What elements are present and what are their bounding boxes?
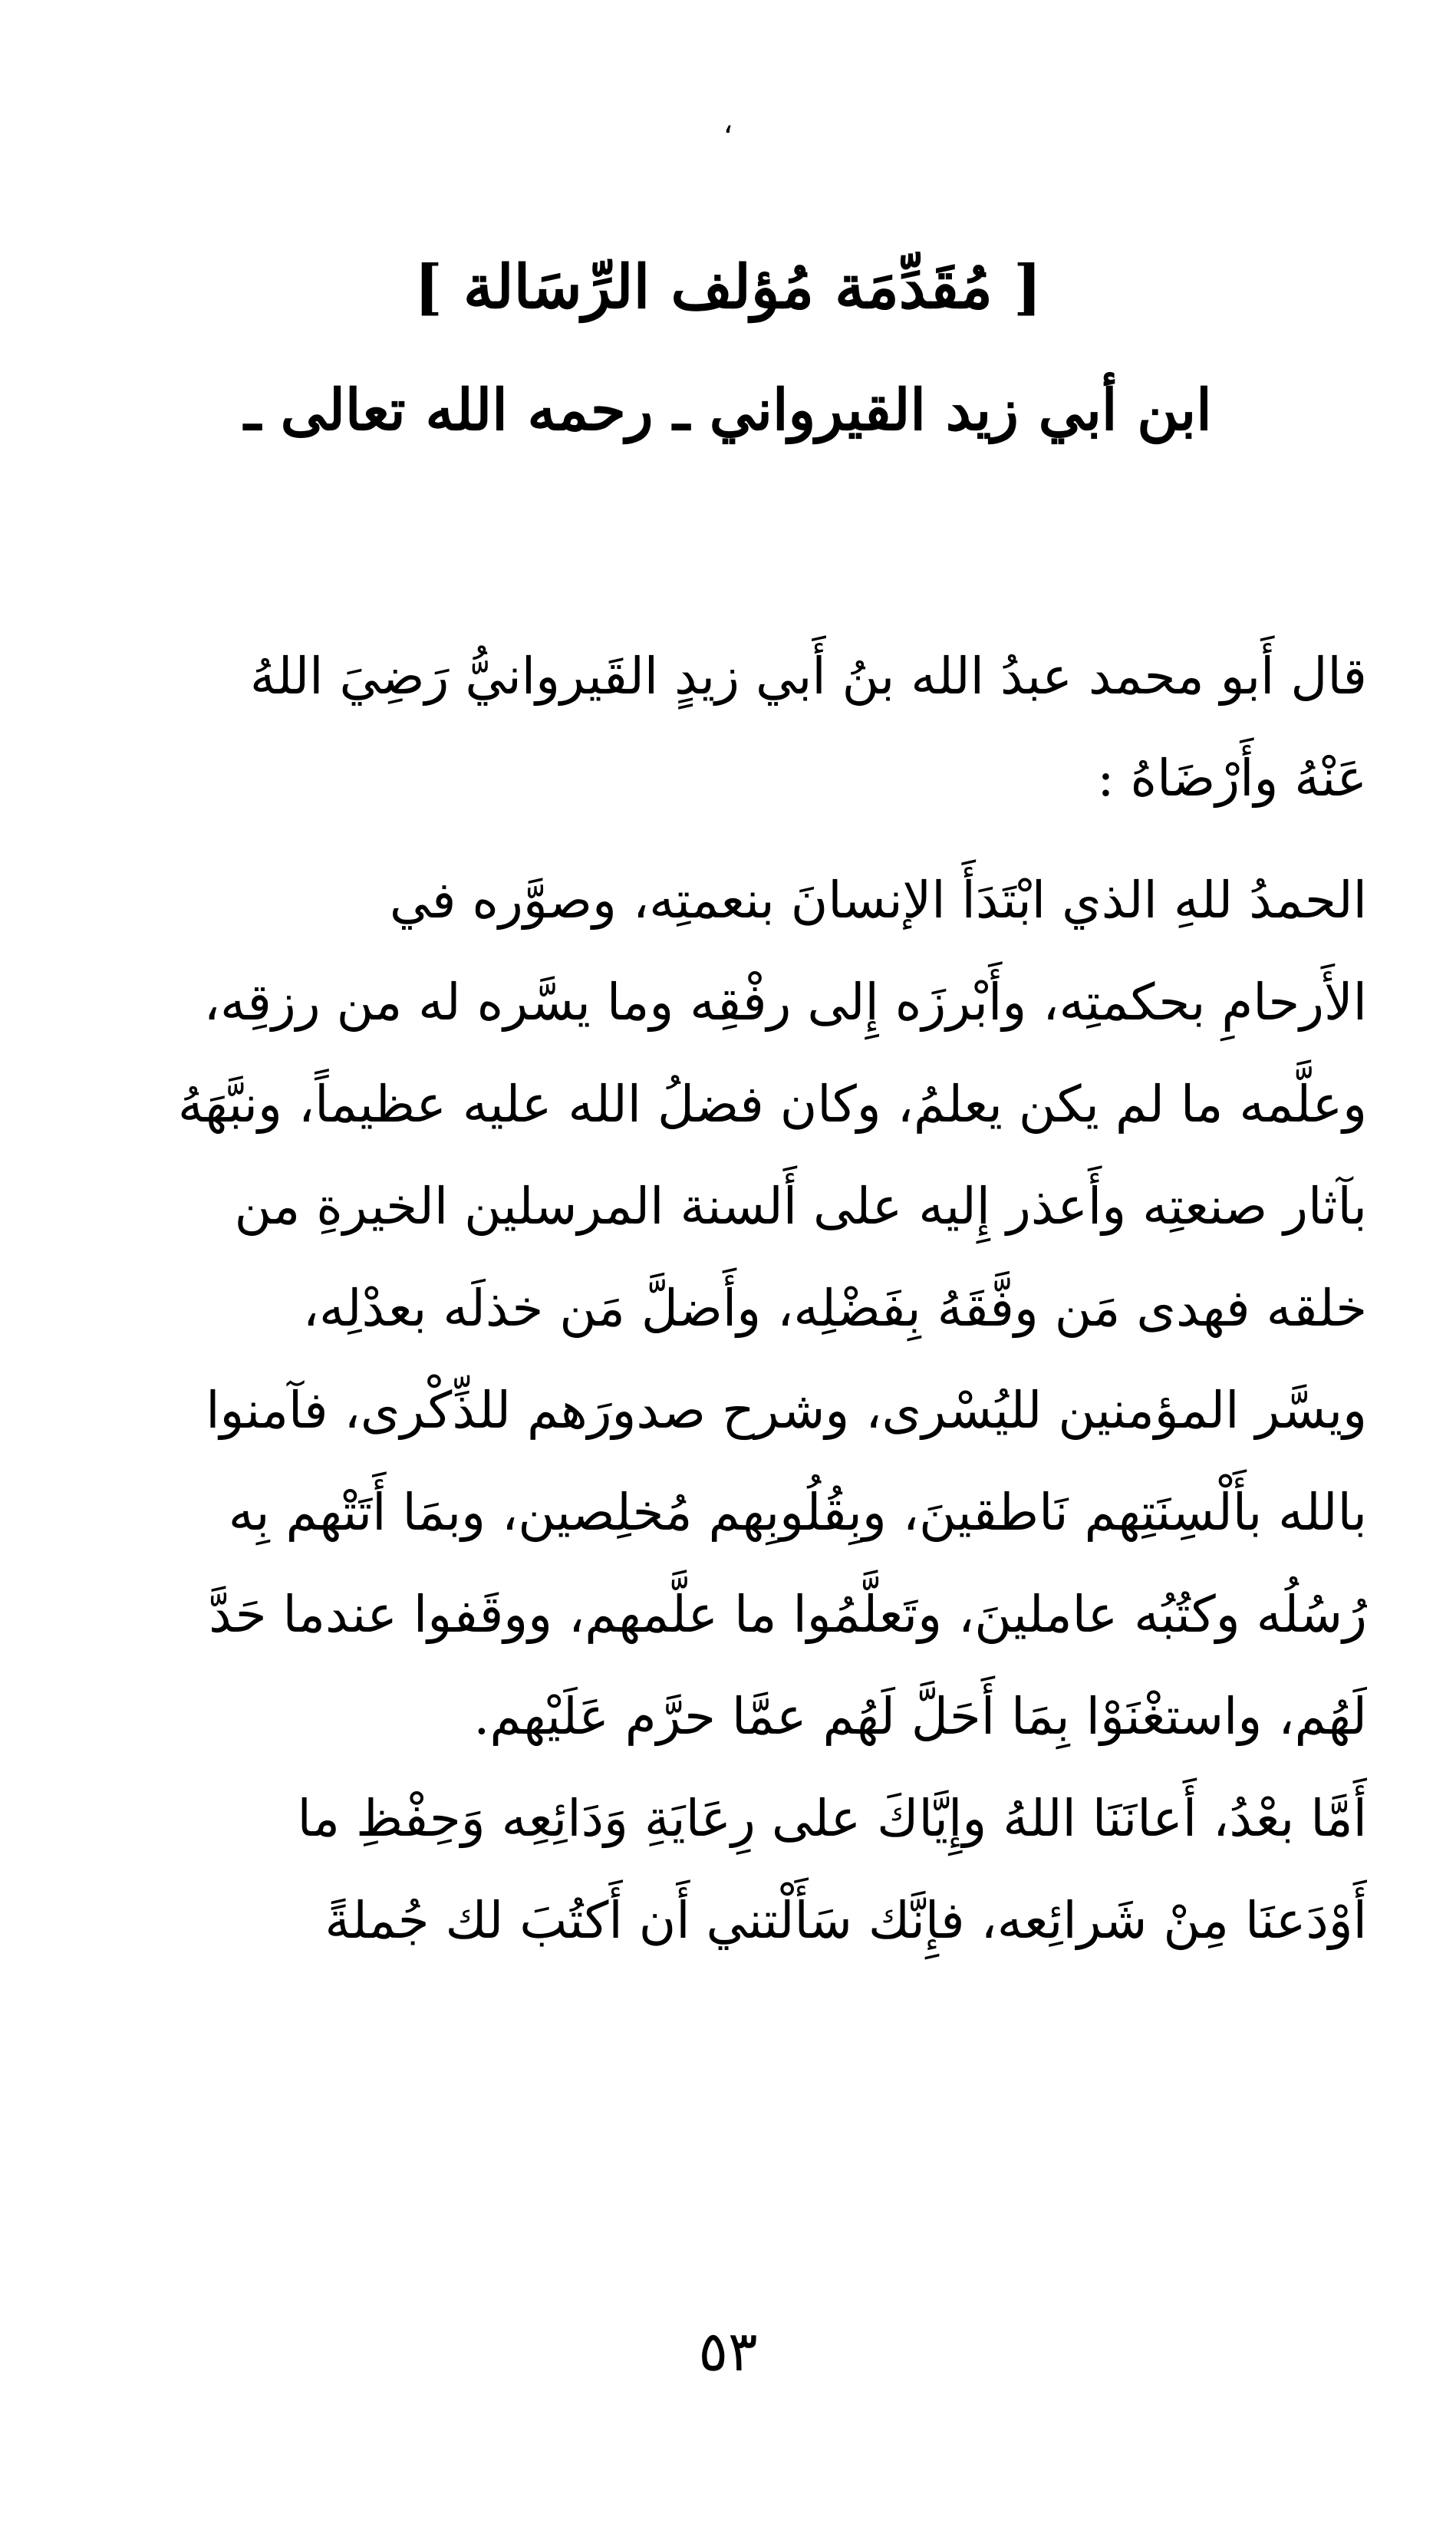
paragraph-gap xyxy=(86,829,1367,849)
page-top-mark: ، xyxy=(723,105,733,140)
body-line: وعلَّمه ما لم يكن يعلمُ، وكان فضلُ الله عليه عظيماً، ونبَّهَهُ xyxy=(177,1075,1367,1134)
body-line: بالله بأَلْسِنَتِهم نَاطقينَ، وبِقُلُوبِهم مُخلِصين، وبمَا أَتَتْهم بِه xyxy=(228,1483,1367,1542)
body-line: أَمَّا بعْدُ، أَعانَنَا اللهُ وإِيَّاكَ على رِعَايَةِ وَدَائِعِه وَحِفْظِ ما xyxy=(297,1789,1367,1848)
body-line: لَهُم، واستغْنَوْا بِمَا أَحَلَّ لَهُم عمَّا حرَّم عَلَيْهم. xyxy=(473,1687,1367,1746)
body-line: بآثار صنعتِه وأَعذر إِليه على أَلسنة المرسلين الخيرةِ من xyxy=(234,1177,1367,1236)
body-line: الحمدُ للهِ الذي ابْتَدَأَ الإنسانَ بنعمتِه، وصوَّره في xyxy=(389,871,1367,930)
section-title: [ مُقَدِّمَة مُؤلف الرِّسَالة ] xyxy=(414,252,1042,322)
section-subtitle: ابن أبي زيد القيرواني ـ رحمه الله تعالى ـ xyxy=(244,377,1212,443)
body-line: أَوْدَعنَا مِنْ شَرائِعه، فإِنَّك سَأَلْتني أَن أَكتُبَ لك جُملةً xyxy=(324,1891,1367,1950)
page-number: ٥٣ xyxy=(698,2319,758,2383)
body-line: خلقه فهدى مَن وفَّقَهُ بِفَضْلِه، وأَضلَّ مَن خذلَه بعدْلِه، xyxy=(302,1279,1367,1338)
body-line: رُسُلُه وكتُبُه عاملينَ، وتَعلَّمُوا ما علَّمهم، ووقَفوا عندما حَدَّ xyxy=(209,1585,1367,1644)
body-line: عَنْهُ وأَرْضَاهُ : xyxy=(1097,749,1367,808)
body-line: الأَرحامِ بحكمتِه، وأَبْرزَه إِلى رفْقِه وما يسَّره له من رزقِه، xyxy=(203,973,1367,1032)
body-text xyxy=(86,625,1367,1971)
body-line: قال أَبو محمد عبدُ الله بنُ أَبي زيدٍ القَيروانيُّ رَضِيَ اللهُ xyxy=(249,647,1367,706)
body-line: ويسَّر المؤمنين لليُسْرى، وشرح صدورَهم للذِّكْرى، فآمنوا xyxy=(206,1381,1367,1440)
